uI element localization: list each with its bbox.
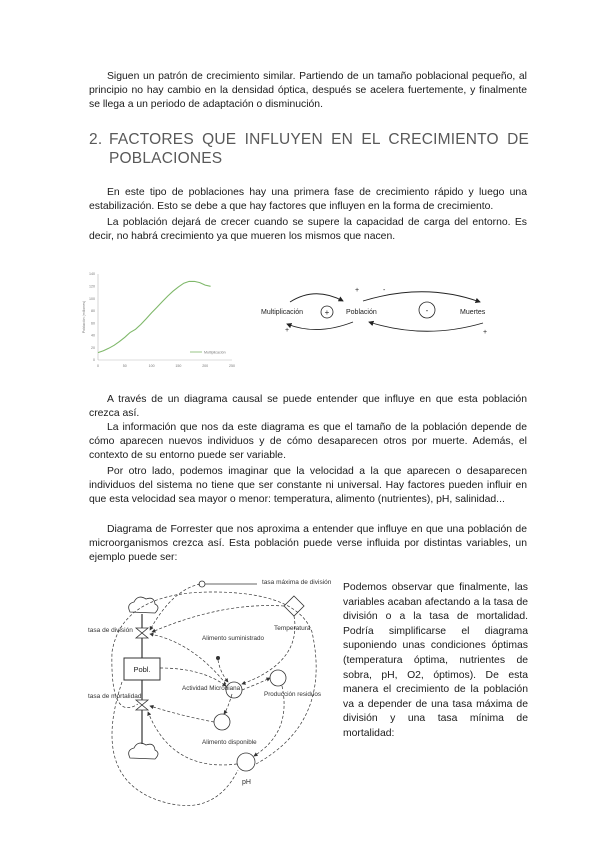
chart-y-tick-label: 80 [91,309,95,314]
chart-x-tick-label: 250 [229,364,235,368]
chart-x-tick-label: 200 [202,364,209,368]
temperature-label: Temperatura [274,625,311,632]
chart-x-tick-label: 50 [122,364,127,368]
causal-loop-diagram [255,282,505,338]
food-supplied-node [216,656,220,660]
section-heading [89,130,529,168]
link-temperature-division [152,606,284,632]
loop-negative-sign: - [425,306,429,315]
paragraph-causal-diagram: A través de un diagrama causal se puede entender que influye en que esta población crezca así. [89,394,527,419]
paragraph-rate-factors: Por otro lado, podemos imaginar que la velocidad a la que aparecen o desaparecen individuos del sistema no tiene que ser constante ni universal. Hay factores pueden influir en que esta velocidad sea mayor o menor: temperatura, alimento (nutrientes), pH, salinidad... [89,466,527,505]
division-rate-label: tasa de división [88,627,133,634]
chart-y-tick-label: 140 [89,272,95,277]
chart-y-tick-label: 100 [89,296,95,301]
arrow-sign-1: + [355,287,360,294]
node-poblacion: Población [346,309,377,316]
ph-node [237,753,255,771]
paragraph-forrester-intro: Diagrama de Forrester que nos aproxima a entender que influye en que una población de microorganismos crezca así. Esta población puede verse influida por distintas variables, un ejemplo puede ser: [89,524,527,563]
paragraph-diagram-information: La información que nos da este diagrama es que el tamaño de la población depende de cómo aparecen nuevos individuos y de cómo desaparecen otros por muerte. Además, el contexto de su entorno puede ser variable. [89,422,527,461]
link-food-activity [218,660,228,682]
forrester-diagram [82,572,340,840]
ph-label: pH [242,779,251,786]
link-activity-residue [242,678,270,690]
chart-x-tick-label: 100 [148,364,155,368]
chart-x-tick-label: 0 [97,364,99,368]
chart-legend-label: Multiplicación [204,350,226,355]
division-valve [136,628,148,638]
temperature-node [284,596,304,616]
population-stock-label: Pobl. [133,665,151,674]
arrow-multiplicacion-to-poblacion [290,294,343,302]
growth-chart [80,268,240,376]
link-food-mortality [150,706,214,722]
arrow-sign-2: + [285,327,290,334]
chart-y-tick-label: 0 [93,358,95,363]
chart-y-tick-label: 20 [91,345,95,350]
chart-series-line-multiplicacion [98,281,211,352]
paragraph-forrester-conclusion: Podemos observar que finalmente, las variables acaban afectando a la tasa de división o a la tasa de mortalidad. Podría simplificarse el diagrama suponiendo unas condiciones óptimas (temperatura óptima, nutrientes de sobra, pH, O2, óptimos). De esta manera el crecimiento de la población va a depender de una tasa máxima de división y una tasa mínima de mortalidad: [343,582,528,739]
available-food-node [214,714,230,730]
arrow-poblacion-to-muertes [363,292,480,302]
chart-y-tick-label: 60 [91,321,95,326]
available-food-label: Alimento disponible [202,739,257,746]
chart-y-tick-label: 120 [89,284,95,289]
chart-y-tick-label: 40 [91,333,95,338]
intro-paragraph: Siguen un patrón de crecimiento similar. Partiendo de un tamaño poblacional pequeño, al principio no hay cambio en la densidad óptica, después se acelera fuertemente, y finalmente se llega a un periodo de adaptación o disminución. [89,71,527,110]
arrow-sign-3: - [383,287,386,294]
node-multiplicacion: Multiplicación [261,309,304,316]
arrow-muertes-to-poblacion [369,322,483,331]
microbial-activity-label: Actividad Microbiana [182,685,241,692]
chart-y-axis-label: Población (millones) [82,300,86,334]
mortality-rate-label: tasa de mortalidad [88,693,142,700]
max-rate-label: tasa máxima de división [262,579,332,586]
link-activity-food [224,694,232,714]
node-muertes: Muertes [460,309,486,316]
food-supplied-label: Alimento suministrado [202,635,264,642]
paragraph-carrying-capacity: La población dejará de crecer cuando se supere la capacidad de carga del entorno. Es decir, no habrá crecimiento ya que mueren los mismos que nacen. [89,217,527,242]
chart-x-tick-label: 150 [175,364,182,368]
loop-positive-sign: + [324,308,330,317]
section-title-line1: FACTORES QUE INFLUYEN EN EL CRECIMIENTO DE [109,131,529,148]
link-population-activity [160,668,226,686]
arrow-sign-4: + [483,329,488,336]
sink-cloud [129,743,158,759]
mortality-valve [136,700,148,710]
residue-node [270,670,286,686]
residue-label: Producción residuos [264,691,322,698]
section-number: 2. [89,131,103,148]
paragraph-growth-phases: En este tipo de poblaciones hay una primera fase de crecimiento rápido y luego una estabilización. Esto se debe a que hay factores que influyen en la forma de crecimiento. [89,187,527,212]
source-cloud [129,597,158,613]
section-title-line2: POBLACIONES [109,150,223,167]
arrow-poblacion-to-multiplicacion [287,322,353,330]
